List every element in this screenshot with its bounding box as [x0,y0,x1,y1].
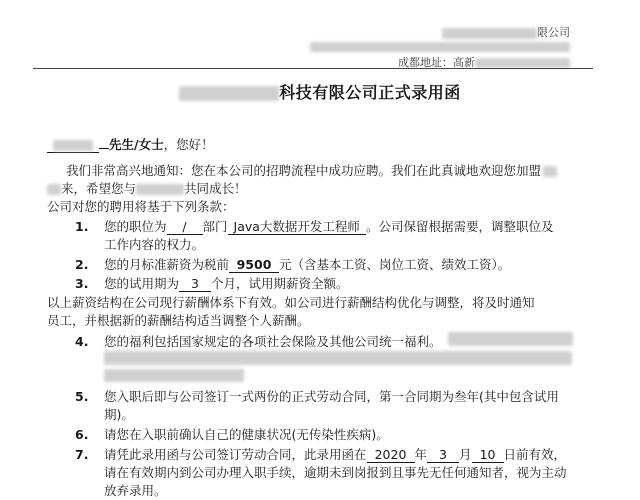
address-label: 成都地址：高新 [398,56,475,69]
item-number: 4. [75,334,89,349]
term-validity-line3: 放弃录用。 [104,483,167,498]
department-value: / [167,220,203,235]
item-number: 1. [75,219,89,234]
term-validity-line2: 请在有效期内到公司办理入职手续，逾期未到岗报到且事先无任何通知者，视为主动 [104,465,567,480]
item-number: 5. [75,389,89,404]
intro-line-2: 来，希望您与 共同成长！ [47,181,247,197]
intro-line-1: 我们非常高兴地通知：您在本公司的招聘流程中成功应聘。我们在此真诚地欢迎您加盟 [66,163,557,179]
greeting-after: ，您好！ [163,137,214,152]
redacted-text [310,42,570,52]
greeting [47,137,214,153]
document-title [0,80,640,103]
redacted-benefits-detail [104,351,572,365]
title-text: 科技有限公司正式录用函 [279,83,461,102]
redacted-company-name [442,28,537,39]
redacted-company-name [543,166,557,177]
position-value: Java大数据开发工程师 [228,220,366,235]
salutation: 先生/女士 [109,137,164,152]
salary-note-line-1: 以上薪资结构在公司现行薪酬体系下有效。如公司进行薪酬结构优化与调整，将及时通知 [47,295,535,310]
intro-line-3: 公司对您的聘用将基于下列条款： [47,199,235,214]
salary-value: 9500 [229,258,279,273]
term-position-line2: 工作内容的权力。 [104,237,205,252]
deadline-month: 3 [427,448,459,463]
term-health: 请您在入职前确认自己的健康状况(无传染性疾病)。 [104,427,389,442]
term-benefits: 您的福利包括国家规定的各项社会保险及其他公司统一福利。 [104,334,442,349]
item-number: 3. [75,276,89,291]
company-suffix: 限公司 [537,26,570,39]
redacted-benefits-detail [448,332,573,346]
header-redacted-line [310,40,570,53]
term-salary: 您的月标准薪资为税前 9500 元（含基本工资、岗位工资、绩效工资）。 [104,257,511,272]
redacted-company-name [179,86,279,101]
term-position: 您的职位为 / 部门 Java大数据开发工程师 。公司保留根据需要，调整职位及 [104,219,554,234]
redacted-name [53,140,93,151]
redacted-company-name [47,184,61,195]
redacted-company-name [136,184,184,195]
probation-months-value: 3 [179,277,211,292]
term-validity: 请凭此录用函与公司签订劳动合同，此录用函在 2020 年 3 月 10 日前有效， [104,447,567,462]
header-divider [33,68,593,69]
term-probation: 您的试用期为 3 个月，试用期薪资全额。 [104,276,349,291]
item-number: 7. [75,447,89,462]
company-header [442,24,570,40]
recipient-name-blank [47,138,99,153]
redacted-benefits-detail [104,369,244,382]
term-contract: 您入职后即与公司签订一式两份的正式劳动合同，第一合同期为叁年(其中包含试用 [104,389,559,404]
salary-note-line-2: 员工，并根据新的薪酬结构适当调整个人薪酬。 [47,313,310,328]
item-number: 6. [75,427,89,442]
deadline-day: 10 [472,448,504,463]
redacted-address [475,58,570,68]
term-contract-line2: 期)。 [104,407,134,422]
item-number: 2. [75,257,89,272]
deadline-year: 2020 [367,448,415,463]
